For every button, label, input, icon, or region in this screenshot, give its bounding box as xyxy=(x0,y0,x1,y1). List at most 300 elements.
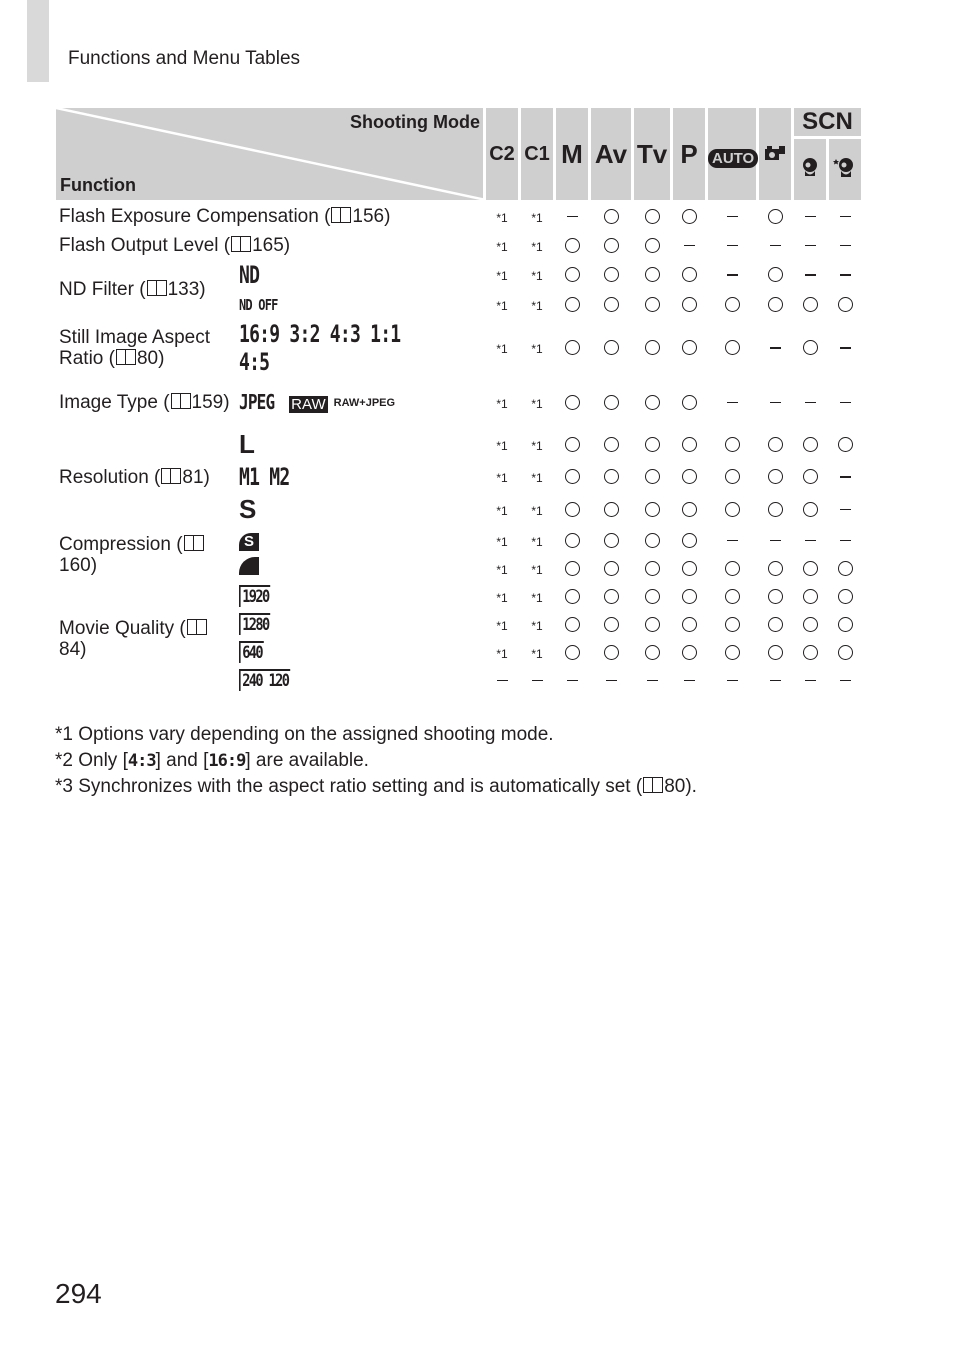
cell xyxy=(759,292,791,317)
cell xyxy=(673,494,705,525)
unavailable-icon xyxy=(805,245,816,247)
available-icon xyxy=(682,267,697,282)
available-icon xyxy=(682,469,697,484)
available-icon xyxy=(682,395,697,410)
unavailable-icon xyxy=(567,680,578,682)
mode-scn-label: SCN xyxy=(794,108,861,136)
mode-p-icon: P xyxy=(673,108,705,200)
cell xyxy=(794,612,826,637)
cell xyxy=(591,612,631,637)
function-cell: Still Image Aspect Ratio ( 80) xyxy=(56,320,234,376)
available-icon xyxy=(803,502,818,517)
function-cell: ND Filter ( 133) xyxy=(56,261,234,317)
aspect-4-3-icon: 4:3 xyxy=(127,750,156,771)
function-cell: Flash Exposure Compensation ( 156) xyxy=(56,203,483,230)
cell xyxy=(556,640,588,665)
unavailable-icon xyxy=(840,347,851,349)
book-icon xyxy=(184,535,204,551)
available-icon xyxy=(645,209,660,224)
available-icon xyxy=(682,340,697,355)
cell xyxy=(634,292,670,317)
footnote-ref: *1 xyxy=(531,239,543,254)
cell xyxy=(673,463,705,491)
mode-hybrid-auto-icon xyxy=(759,108,791,200)
cell xyxy=(486,668,518,693)
cell xyxy=(486,494,518,525)
cell xyxy=(521,584,553,609)
cell xyxy=(708,612,756,637)
available-icon xyxy=(645,395,660,410)
cell xyxy=(794,556,826,581)
unavailable-icon xyxy=(840,476,851,478)
cell xyxy=(829,203,861,230)
cell xyxy=(759,261,791,289)
available-icon xyxy=(604,437,619,452)
cell xyxy=(759,640,791,665)
cell xyxy=(829,320,861,376)
cell xyxy=(521,261,553,289)
cell xyxy=(673,528,705,553)
available-icon xyxy=(682,209,697,224)
cell xyxy=(556,612,588,637)
available-icon xyxy=(803,645,818,660)
cell xyxy=(486,612,518,637)
footnote-ref: *1 xyxy=(496,503,508,518)
cell xyxy=(634,584,670,609)
cell xyxy=(759,612,791,637)
cell xyxy=(829,584,861,609)
available-icon xyxy=(725,469,740,484)
cell xyxy=(556,292,588,317)
footnote-ref: *1 xyxy=(496,342,508,356)
cell xyxy=(794,292,826,317)
unavailable-icon xyxy=(840,402,851,404)
cell xyxy=(521,528,553,553)
book-icon xyxy=(187,619,207,635)
cell xyxy=(556,528,588,553)
book-icon xyxy=(116,349,136,365)
unavailable-icon xyxy=(805,540,816,542)
cell xyxy=(591,463,631,491)
option-movie-1920-icon: 1920 xyxy=(237,584,483,609)
cell xyxy=(486,292,518,317)
option-resolution-s-icon: S xyxy=(237,494,483,525)
cell xyxy=(521,233,553,258)
unavailable-icon xyxy=(727,216,738,218)
available-icon xyxy=(838,297,853,312)
cell xyxy=(673,429,705,460)
option-nd-icon: ND xyxy=(237,261,483,289)
function-label: Function xyxy=(60,175,136,195)
cell xyxy=(521,463,553,491)
table-row xyxy=(56,320,861,376)
available-icon xyxy=(768,617,783,632)
available-icon xyxy=(645,238,660,253)
unavailable-icon xyxy=(567,216,578,218)
cell xyxy=(634,463,670,491)
cell xyxy=(759,584,791,609)
function-cell: Image Type ( 159) xyxy=(56,379,234,426)
cell xyxy=(794,379,826,426)
cell xyxy=(673,640,705,665)
available-icon xyxy=(682,297,697,312)
available-icon xyxy=(565,340,580,355)
available-icon xyxy=(645,617,660,632)
cell xyxy=(794,203,826,230)
cell xyxy=(759,379,791,426)
cell xyxy=(673,203,705,230)
function-cell: Flash Output Level ( 165) xyxy=(56,233,483,258)
cell xyxy=(759,203,791,230)
cell xyxy=(521,556,553,581)
cell xyxy=(708,494,756,525)
available-icon xyxy=(725,617,740,632)
cell xyxy=(673,556,705,581)
available-icon xyxy=(803,589,818,604)
cell xyxy=(556,463,588,491)
available-icon xyxy=(565,469,580,484)
cell xyxy=(486,528,518,553)
footnote-ref: *1 xyxy=(531,342,543,356)
unavailable-icon xyxy=(840,540,851,542)
unavailable-icon xyxy=(532,680,543,682)
cell xyxy=(708,556,756,581)
cell xyxy=(708,528,756,553)
available-icon xyxy=(838,617,853,632)
available-icon xyxy=(725,437,740,452)
available-icon xyxy=(604,209,619,224)
option-aspect-ratio-icons: 16:9 3:2 4:3 1:1 4:5 xyxy=(237,320,483,376)
available-icon xyxy=(565,238,580,253)
footnote-2: *2 Only [4:3] and [16:9] are available. xyxy=(55,749,369,771)
cell xyxy=(556,320,588,376)
available-icon xyxy=(725,589,740,604)
cell xyxy=(556,584,588,609)
cell xyxy=(634,494,670,525)
cell xyxy=(673,292,705,317)
cell xyxy=(794,640,826,665)
cell xyxy=(829,640,861,665)
cell xyxy=(829,233,861,258)
mode-m-icon: M xyxy=(556,108,588,200)
footnote-ref: *1 xyxy=(496,210,508,225)
cell xyxy=(794,261,826,289)
cell xyxy=(634,203,670,230)
cell xyxy=(708,320,756,376)
cell xyxy=(759,320,791,376)
cell xyxy=(708,261,756,289)
footnote-ref: *1 xyxy=(496,646,508,661)
cell xyxy=(829,429,861,460)
cell xyxy=(673,261,705,289)
cell xyxy=(708,379,756,426)
cell xyxy=(521,292,553,317)
table-corner-header xyxy=(56,108,483,200)
cell xyxy=(521,429,553,460)
option-image-type-icons xyxy=(237,379,483,426)
cell xyxy=(634,668,670,693)
unavailable-icon xyxy=(770,245,781,247)
cell xyxy=(634,429,670,460)
book-icon xyxy=(643,777,663,793)
table-row xyxy=(56,233,861,258)
cell xyxy=(556,556,588,581)
cell xyxy=(634,612,670,637)
cell xyxy=(521,203,553,230)
cell xyxy=(759,233,791,258)
unavailable-icon xyxy=(770,540,781,542)
cell xyxy=(556,429,588,460)
table-row xyxy=(56,429,861,460)
book-icon xyxy=(147,280,167,296)
cell xyxy=(673,320,705,376)
cell xyxy=(708,233,756,258)
cell xyxy=(591,320,631,376)
jpeg-icon: JPEG xyxy=(239,390,275,414)
available-icon xyxy=(565,533,580,548)
cell xyxy=(829,528,861,553)
unavailable-icon xyxy=(606,680,617,682)
scn-portrait-icon xyxy=(794,139,826,200)
available-icon xyxy=(604,502,619,517)
available-icon xyxy=(565,437,580,452)
available-icon xyxy=(682,437,697,452)
cell xyxy=(591,292,631,317)
footnote-ref: *1 xyxy=(496,438,508,453)
cell xyxy=(708,463,756,491)
footnote-ref: *1 xyxy=(531,396,543,411)
cell xyxy=(486,584,518,609)
cell xyxy=(486,640,518,665)
available-icon xyxy=(725,502,740,517)
cell xyxy=(829,261,861,289)
cell xyxy=(794,233,826,258)
page-number: 294 xyxy=(55,1278,102,1309)
cell xyxy=(486,556,518,581)
cell xyxy=(634,556,670,581)
cell xyxy=(556,379,588,426)
footnote-ref: *1 xyxy=(496,269,508,283)
footnote-ref: *1 xyxy=(531,646,543,661)
cell xyxy=(634,261,670,289)
table-row xyxy=(56,528,861,553)
cell xyxy=(708,584,756,609)
mode-c1-icon: C1 xyxy=(521,108,553,200)
available-icon xyxy=(604,340,619,355)
available-icon xyxy=(645,469,660,484)
available-icon xyxy=(565,297,580,312)
cell xyxy=(556,233,588,258)
available-icon xyxy=(768,589,783,604)
footnote-ref: *1 xyxy=(496,298,508,313)
footnote-ref: *1 xyxy=(531,210,543,225)
available-icon xyxy=(725,340,740,355)
available-icon xyxy=(768,502,783,517)
available-icon xyxy=(604,533,619,548)
available-icon xyxy=(604,267,619,282)
unavailable-icon xyxy=(727,245,738,247)
footnote-ref: *1 xyxy=(496,239,508,254)
available-icon xyxy=(803,340,818,355)
available-icon xyxy=(565,561,580,576)
unavailable-icon xyxy=(647,680,658,682)
unavailable-icon xyxy=(805,274,816,276)
cell xyxy=(521,640,553,665)
footnote-ref: *1 xyxy=(496,396,508,411)
available-icon xyxy=(838,645,853,660)
footnote-ref: *1 xyxy=(531,503,543,518)
shooting-mode-label: Shooting Mode xyxy=(350,112,480,132)
cell xyxy=(634,233,670,258)
option-movie-240-120-icon: 240 120 xyxy=(237,668,483,693)
book-icon xyxy=(331,207,351,223)
footnote-ref: *1 xyxy=(531,471,543,485)
cell xyxy=(794,528,826,553)
available-icon xyxy=(645,502,660,517)
cell xyxy=(521,494,553,525)
cell xyxy=(708,640,756,665)
cell xyxy=(759,463,791,491)
unavailable-icon xyxy=(727,402,738,404)
mode-auto-icon: AUTO xyxy=(708,108,756,200)
available-icon xyxy=(682,645,697,660)
available-icon xyxy=(682,533,697,548)
cell xyxy=(829,668,861,693)
available-icon xyxy=(645,533,660,548)
option-compression-fine-icon xyxy=(237,556,483,581)
scn-night-portrait-icon xyxy=(829,139,861,200)
available-icon xyxy=(725,561,740,576)
unavailable-icon xyxy=(805,216,816,218)
page-header: Functions and Menu Tables xyxy=(68,48,301,69)
mode-av-icon: Av xyxy=(591,108,631,200)
option-compression-superfine-icon: S xyxy=(237,528,483,553)
cell xyxy=(486,233,518,258)
unavailable-icon xyxy=(684,680,695,682)
cell xyxy=(634,379,670,426)
cell xyxy=(591,640,631,665)
book-icon xyxy=(171,393,191,409)
mode-tv-icon: Tv xyxy=(634,108,670,200)
unavailable-icon xyxy=(727,680,738,682)
cell xyxy=(759,668,791,693)
available-icon xyxy=(803,617,818,632)
cell xyxy=(829,556,861,581)
unavailable-icon xyxy=(770,402,781,404)
cell xyxy=(794,494,826,525)
cell xyxy=(591,528,631,553)
option-movie-1280-icon: 1280 xyxy=(237,612,483,637)
available-icon xyxy=(645,267,660,282)
cell xyxy=(708,429,756,460)
footnote-ref: *1 xyxy=(496,534,508,549)
available-icon xyxy=(768,297,783,312)
cell xyxy=(708,292,756,317)
footnote-ref: *1 xyxy=(531,269,543,283)
footnote-ref: *1 xyxy=(531,438,543,453)
available-icon xyxy=(565,395,580,410)
available-icon xyxy=(768,437,783,452)
mode-c2-icon: C2 xyxy=(486,108,518,200)
available-icon xyxy=(604,469,619,484)
chapter-tab xyxy=(27,0,49,82)
cell xyxy=(673,612,705,637)
cell xyxy=(673,668,705,693)
available-icon xyxy=(682,502,697,517)
book-icon xyxy=(161,468,181,484)
footnote-ref: *1 xyxy=(531,590,543,605)
unavailable-icon xyxy=(727,274,738,276)
table-row xyxy=(56,261,861,289)
available-icon xyxy=(565,267,580,282)
footnote-ref: *1 xyxy=(496,618,508,633)
cell xyxy=(486,379,518,426)
available-icon xyxy=(803,469,818,484)
cell xyxy=(486,261,518,289)
available-icon xyxy=(604,645,619,660)
available-icon xyxy=(838,561,853,576)
unavailable-icon xyxy=(805,402,816,404)
available-icon xyxy=(803,437,818,452)
cell xyxy=(759,556,791,581)
table-row xyxy=(56,584,861,609)
unavailable-icon xyxy=(840,274,851,276)
available-icon xyxy=(604,561,619,576)
function-cell: Movie Quality (84) xyxy=(56,584,234,693)
cell xyxy=(486,203,518,230)
available-icon xyxy=(803,561,818,576)
unavailable-icon xyxy=(805,680,816,682)
available-icon xyxy=(838,437,853,452)
cell xyxy=(673,584,705,609)
cell xyxy=(591,379,631,426)
cell xyxy=(794,320,826,376)
available-icon xyxy=(768,209,783,224)
cell xyxy=(556,203,588,230)
available-icon xyxy=(725,645,740,660)
raw-jpeg-icon: RAW+JPEG xyxy=(333,397,396,410)
cell xyxy=(759,528,791,553)
cell xyxy=(759,494,791,525)
unavailable-icon xyxy=(497,680,508,682)
footnote-ref: *1 xyxy=(531,618,543,633)
available-icon xyxy=(604,589,619,604)
available-icon xyxy=(682,561,697,576)
footnote-ref: *1 xyxy=(496,562,508,577)
available-icon xyxy=(604,238,619,253)
unavailable-icon xyxy=(840,245,851,247)
cell xyxy=(591,494,631,525)
footnote-ref: *1 xyxy=(531,298,543,313)
available-icon xyxy=(565,617,580,632)
cell xyxy=(794,668,826,693)
cell xyxy=(591,584,631,609)
available-icon xyxy=(645,437,660,452)
cell xyxy=(591,203,631,230)
option-movie-640-icon: 640 xyxy=(237,640,483,665)
book-icon xyxy=(231,236,251,252)
cell xyxy=(486,463,518,491)
available-icon xyxy=(768,561,783,576)
footnote-ref: *1 xyxy=(531,562,543,577)
cell xyxy=(829,292,861,317)
available-icon xyxy=(725,297,740,312)
table-row xyxy=(56,203,861,230)
cell xyxy=(556,261,588,289)
cell xyxy=(521,668,553,693)
available-icon xyxy=(682,589,697,604)
cell xyxy=(521,379,553,426)
